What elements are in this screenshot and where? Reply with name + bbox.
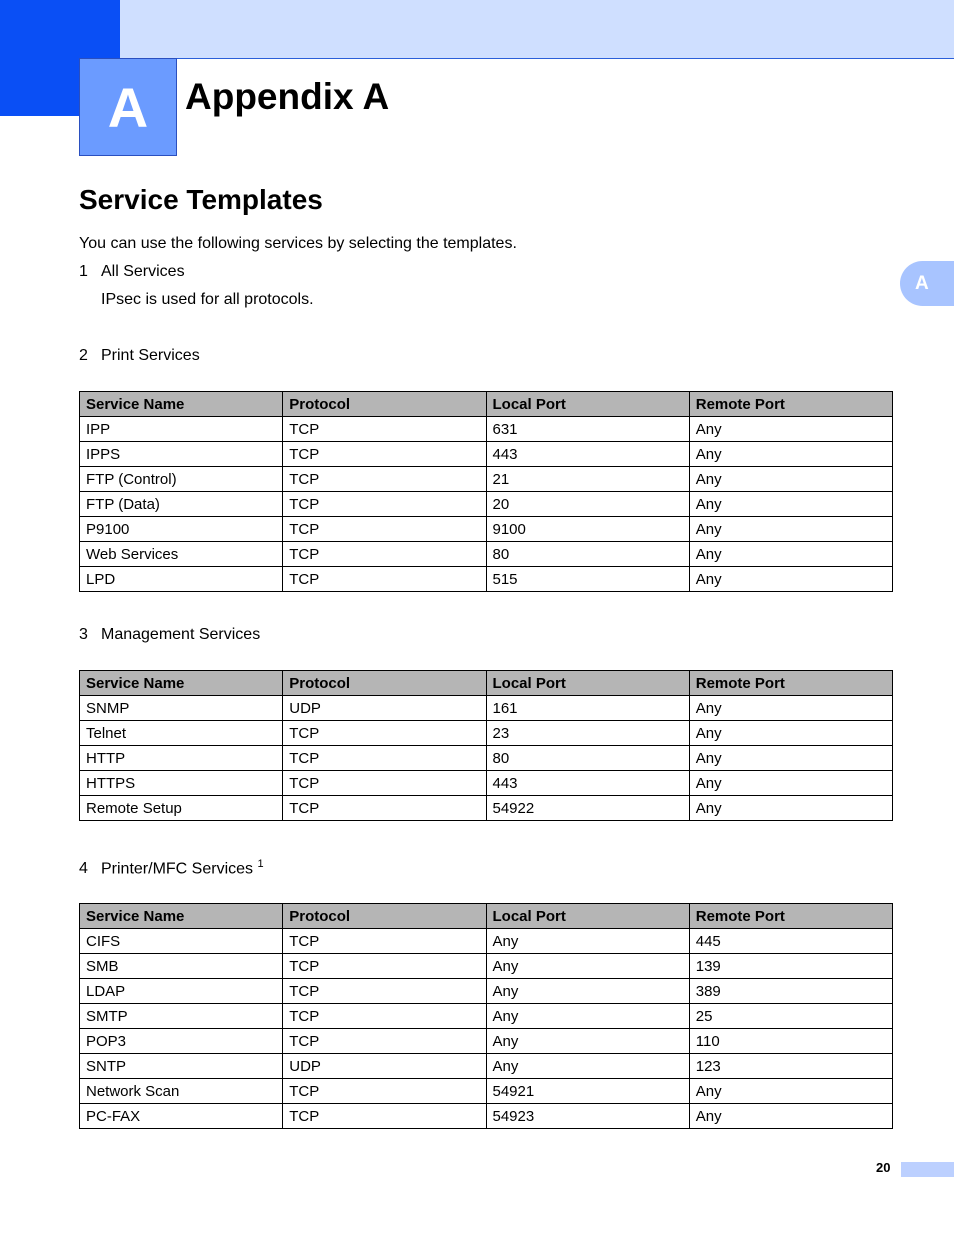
table-cell: Any [689, 696, 892, 721]
column-header: Protocol [283, 392, 486, 417]
table-row [80, 696, 893, 721]
table-cell: 631 [486, 417, 689, 442]
column-header: Protocol [283, 904, 486, 929]
column-header: Remote Port [689, 671, 892, 696]
table-cell: 54922 [486, 796, 689, 821]
table-cell: 54923 [486, 1104, 689, 1129]
table-row [80, 746, 893, 771]
table-cell: PC-FAX [80, 1104, 283, 1129]
table-cell: Any [689, 492, 892, 517]
table-header-row [80, 671, 893, 696]
table-cell: LPD [80, 567, 283, 592]
table-cell: Any [689, 542, 892, 567]
table-row [80, 567, 893, 592]
management-services-table [79, 670, 893, 821]
table-cell: FTP (Control) [80, 467, 283, 492]
table-cell: Any [486, 1004, 689, 1029]
table-cell: HTTP [80, 746, 283, 771]
intro-text: You can use the following services by selecting the templates. [79, 235, 517, 252]
table-cell: 139 [689, 954, 892, 979]
table-row [80, 721, 893, 746]
table-cell: TCP [283, 517, 486, 542]
column-header: Local Port [486, 671, 689, 696]
table-cell: TCP [283, 492, 486, 517]
table-row [80, 467, 893, 492]
column-header: Service Name [80, 671, 283, 696]
list-item-label: Management Services [101, 626, 261, 643]
table-cell: Any [689, 721, 892, 746]
table-row [80, 492, 893, 517]
table-cell: 443 [486, 771, 689, 796]
column-header: Local Port [486, 392, 689, 417]
table-cell: CIFS [80, 929, 283, 954]
table-cell: HTTPS [80, 771, 283, 796]
table-cell: TCP [283, 929, 486, 954]
table-cell: TCP [283, 442, 486, 467]
table-cell: LDAP [80, 979, 283, 1004]
table-cell: 110 [689, 1029, 892, 1054]
table-cell: TCP [283, 771, 486, 796]
table-header-row [80, 904, 893, 929]
table-cell: 123 [689, 1054, 892, 1079]
table-cell: Any [689, 442, 892, 467]
table-cell: TCP [283, 796, 486, 821]
column-header: Local Port [486, 904, 689, 929]
chapter-letter-box: A [79, 58, 177, 156]
table-cell: TCP [283, 1029, 486, 1054]
footnote-marker: 1 [257, 858, 264, 870]
table-cell: 80 [486, 542, 689, 567]
table-cell: FTP (Data) [80, 492, 283, 517]
table-cell: Any [486, 1029, 689, 1054]
list-item-number: 1 [79, 263, 88, 280]
table-row [80, 1004, 893, 1029]
column-header: Protocol [283, 671, 486, 696]
table-cell: 25 [689, 1004, 892, 1029]
table-row [80, 979, 893, 1004]
all-services-note: IPsec is used for all protocols. [101, 291, 314, 308]
table-row [80, 929, 893, 954]
table-cell: P9100 [80, 517, 283, 542]
list-item-printer-mfc-services [79, 858, 264, 878]
table-cell: Any [689, 417, 892, 442]
chapter-title: Appendix A [185, 76, 390, 117]
table-cell: Any [689, 467, 892, 492]
table-cell: Any [486, 954, 689, 979]
table-cell: TCP [283, 467, 486, 492]
table-cell: UDP [283, 1054, 486, 1079]
column-header: Service Name [80, 904, 283, 929]
table-cell: 515 [486, 567, 689, 592]
table-cell: 80 [486, 746, 689, 771]
section-title: Service Templates [79, 184, 323, 215]
table-row [80, 542, 893, 567]
table-row [80, 417, 893, 442]
table-cell: TCP [283, 417, 486, 442]
column-header: Remote Port [689, 904, 892, 929]
table-cell: UDP [283, 696, 486, 721]
table-cell: 21 [486, 467, 689, 492]
table-cell: 23 [486, 721, 689, 746]
table-cell: 20 [486, 492, 689, 517]
table-cell: TCP [283, 1104, 486, 1129]
table-cell: Any [689, 517, 892, 542]
table-cell: Any [486, 979, 689, 1004]
table-cell: Web Services [80, 542, 283, 567]
table-cell: TCP [283, 979, 486, 1004]
side-chapter-tab: A [900, 261, 954, 306]
table-cell: IPPS [80, 442, 283, 467]
page-number: 20 [876, 1160, 891, 1175]
header-band [0, 0, 954, 59]
list-item-number: 3 [79, 626, 88, 643]
table-row [80, 1054, 893, 1079]
table-cell: Any [689, 1079, 892, 1104]
list-item-print-services [79, 347, 200, 365]
table-cell: Any [689, 567, 892, 592]
table-cell: SMB [80, 954, 283, 979]
column-header: Remote Port [689, 392, 892, 417]
table-row [80, 954, 893, 979]
table-cell: Telnet [80, 721, 283, 746]
table-cell: Any [689, 796, 892, 821]
table-cell: TCP [283, 746, 486, 771]
table-cell: TCP [283, 954, 486, 979]
table-cell: POP3 [80, 1029, 283, 1054]
table-row [80, 517, 893, 542]
table-cell: 161 [486, 696, 689, 721]
table-cell: Remote Setup [80, 796, 283, 821]
table-cell: TCP [283, 1004, 486, 1029]
table-cell: Any [689, 746, 892, 771]
column-header: Service Name [80, 392, 283, 417]
table-cell: SNTP [80, 1054, 283, 1079]
table-cell: TCP [283, 567, 486, 592]
list-item-management-services [79, 626, 260, 644]
page-number-bar [901, 1162, 954, 1177]
list-item-number: 4 [79, 860, 88, 878]
table-row [80, 1079, 893, 1104]
table-row [80, 796, 893, 821]
table-cell: Any [689, 771, 892, 796]
table-cell: SMTP [80, 1004, 283, 1029]
table-cell: TCP [283, 542, 486, 567]
table-row [80, 1029, 893, 1054]
list-item-label: Print Services [101, 347, 200, 364]
table-cell: Network Scan [80, 1079, 283, 1104]
list-item-all-services [79, 263, 185, 281]
table-row [80, 1104, 893, 1129]
table-cell: 443 [486, 442, 689, 467]
table-cell: 9100 [486, 517, 689, 542]
printer-mfc-services-table [79, 903, 893, 1129]
table-cell: 54921 [486, 1079, 689, 1104]
list-item-label: Printer/MFC Services [101, 860, 254, 878]
table-cell: TCP [283, 1079, 486, 1104]
table-cell: 389 [689, 979, 892, 1004]
table-cell: 445 [689, 929, 892, 954]
table-cell: SNMP [80, 696, 283, 721]
table-row [80, 442, 893, 467]
list-item-label: All Services [101, 263, 185, 280]
table-cell: Any [486, 929, 689, 954]
table-cell: TCP [283, 721, 486, 746]
list-item-number: 2 [79, 347, 88, 364]
table-header-row [80, 392, 893, 417]
table-cell: Any [689, 1104, 892, 1129]
table-cell: IPP [80, 417, 283, 442]
print-services-table [79, 391, 893, 592]
table-cell: Any [486, 1054, 689, 1079]
table-row [80, 771, 893, 796]
